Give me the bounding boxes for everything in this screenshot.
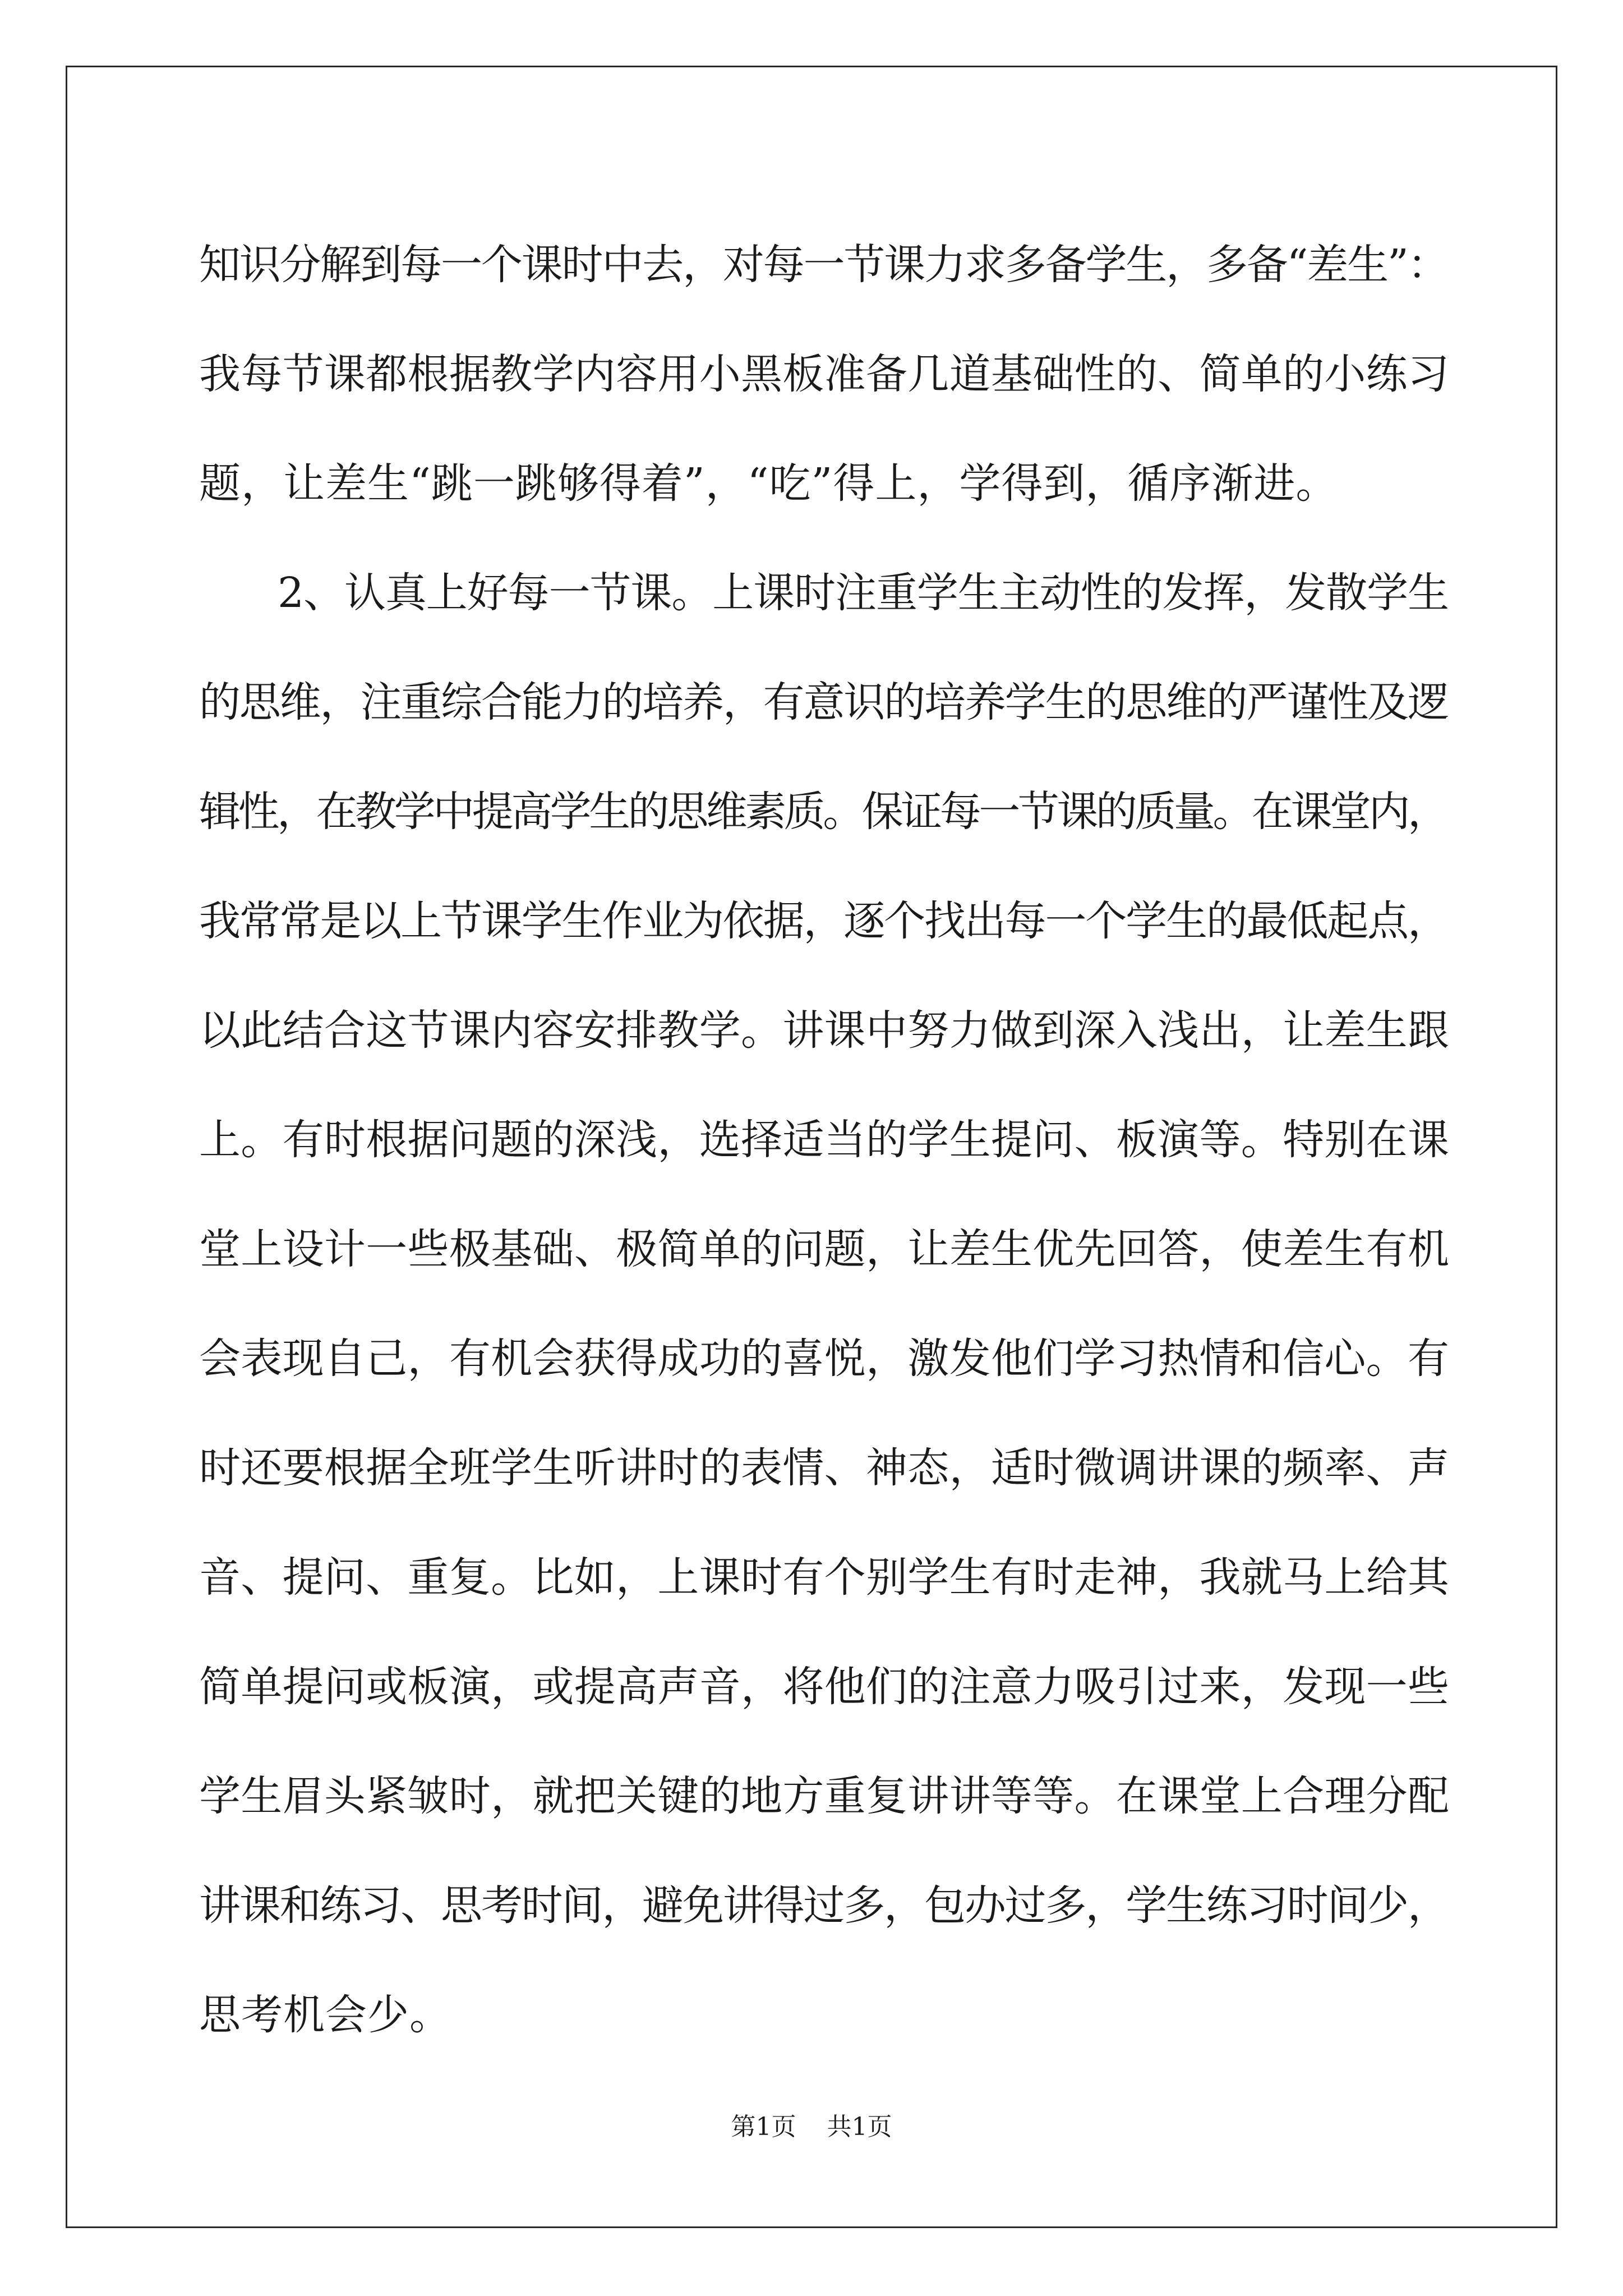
text-line: 学生眉头紧皱时，就把关键的地方重复讲讲等等。在课堂上合理分配 xyxy=(199,1772,1450,1820)
page-number-total: 共1页 xyxy=(827,2113,892,2141)
text-line: 题，让差生“跳一跳够得着”，“吃”得上，学得到，循序渐进。 xyxy=(199,459,1338,508)
paragraph-start-line: 2、认真上好每一节课。上课时注重学生主动性的发挥，发散学生 xyxy=(278,569,1449,617)
page-footer xyxy=(0,2106,1623,2142)
text-line: 简单提问或板演，或提高声音，将他们的注意力吸引过来，发现一些 xyxy=(199,1663,1450,1711)
text-line: 我常常是以上节课学生作业为依据，逐个找出每一个学生的最低起点， xyxy=(199,897,1448,945)
text-line: 以此结合这节课内容安排教学。讲课中努力做到深入浅出，让差生跟 xyxy=(199,1006,1450,1055)
page-number-current: 第1页 xyxy=(731,2113,796,2141)
text-line: 堂上设计一些极基础、极简单的问题，让差生优先回答，使差生有机 xyxy=(199,1225,1450,1273)
text-line: 知识分解到每一个课时中去，对每一节课力求多备学生，多备“差生”： xyxy=(199,241,1448,289)
text-line: 会表现自己，有机会获得成功的喜悦，激发他们学习热情和信心。有 xyxy=(199,1335,1450,1383)
text-line: 我每节课都根据教学内容用小黑板准备几道基础性的、简单的小练习 xyxy=(199,350,1450,398)
text-line: 思考机会少。 xyxy=(199,1991,451,2039)
document-body xyxy=(199,210,1450,2070)
text-line: 讲课和练习、思考时间，避免讲得过多，包办过多，学生练习时间少， xyxy=(199,1881,1448,1930)
text-line: 音、提问、重复。比如，上课时有个别学生有时走神，我就马上给其 xyxy=(199,1553,1450,1602)
text-line: 辑性，在教学中提高学生的思维素质。保证每一节课的质量。在课堂内， xyxy=(199,788,1447,836)
text-line: 时还要根据全班学生听讲时的表情、神态，适时微调讲课的频率、声 xyxy=(199,1444,1450,1492)
text-line: 的思维，注重综合能力的培养，有意识的培养学生的思维的严谨性及逻 xyxy=(199,678,1448,726)
text-line: 上。有时根据问题的深浅，选择适当的学生提问、板演等。特别在课 xyxy=(199,1116,1450,1164)
